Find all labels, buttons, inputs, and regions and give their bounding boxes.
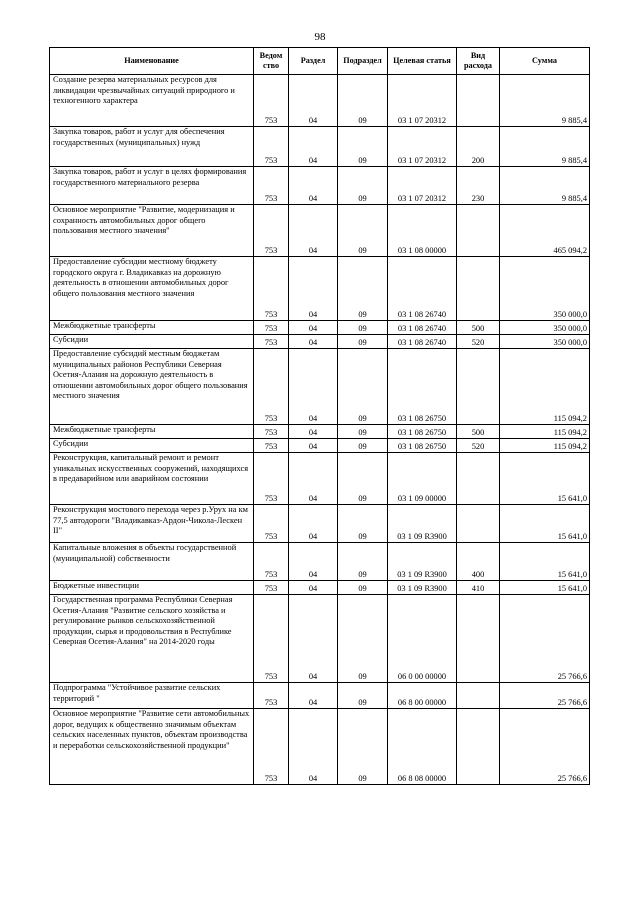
- row-sum: 350 000,0: [500, 321, 590, 335]
- header-exptype: Вид расхода: [457, 48, 500, 75]
- row-section: 04: [289, 453, 338, 505]
- row-target: 06 8 00 00000: [388, 683, 457, 709]
- row-sum: 9 885,4: [500, 127, 590, 167]
- row-dept: 753: [254, 453, 289, 505]
- table-row: [50, 505, 590, 543]
- header-section: Раздел: [289, 48, 338, 75]
- row-dept: 753: [254, 335, 289, 349]
- row-name: Реконструкция мостового перехода через р.Урух на км 77,5 автодороги "Владикавказ-Ардон-Чикола-Лескен II": [50, 505, 254, 543]
- row-dept: 753: [254, 581, 289, 595]
- row-section: 04: [289, 709, 338, 785]
- row-dept: 753: [254, 127, 289, 167]
- row-sum: 9 885,4: [500, 167, 590, 205]
- row-section: 04: [289, 543, 338, 581]
- row-subsection: 09: [338, 425, 388, 439]
- table-row: [50, 205, 590, 257]
- row-dept: 753: [254, 167, 289, 205]
- row-name: Предоставление субсидий местным бюджетам муниципальных районов Республики Северная Осетия-Алания на дорожную деятельность в отношении автомобильных дорог общего пользования местного значения: [50, 349, 254, 425]
- table-row: [50, 709, 590, 785]
- row-subsection: 09: [338, 75, 388, 127]
- row-subsection: 09: [338, 453, 388, 505]
- row-name: Субсидии: [50, 335, 254, 349]
- table-row: [50, 349, 590, 425]
- row-target: 03 1 07 20312: [388, 75, 457, 127]
- header-sum: Сумма: [500, 48, 590, 75]
- row-dept: 753: [254, 709, 289, 785]
- row-section: 04: [289, 205, 338, 257]
- row-dept: 753: [254, 205, 289, 257]
- row-subsection: 09: [338, 581, 388, 595]
- row-section: 04: [289, 425, 338, 439]
- row-exptype: 410: [457, 581, 500, 595]
- row-sum: 9 885,4: [500, 75, 590, 127]
- row-section: 04: [289, 321, 338, 335]
- row-exptype: [457, 709, 500, 785]
- table-row: [50, 683, 590, 709]
- row-exptype: [457, 349, 500, 425]
- row-section: 04: [289, 581, 338, 595]
- row-name: Капитальные вложения в объекты государственной (муниципальной) собственности: [50, 543, 254, 581]
- table-row: [50, 257, 590, 321]
- row-sum: 115 094,2: [500, 425, 590, 439]
- row-subsection: 09: [338, 167, 388, 205]
- row-dept: 753: [254, 349, 289, 425]
- page-number: 98: [314, 31, 326, 43]
- row-section: 04: [289, 257, 338, 321]
- row-dept: 753: [254, 543, 289, 581]
- table-row: [50, 335, 590, 349]
- row-exptype: 520: [457, 439, 500, 453]
- row-exptype: [457, 683, 500, 709]
- table-row: [50, 425, 590, 439]
- row-exptype: 500: [457, 321, 500, 335]
- row-section: 04: [289, 349, 338, 425]
- row-target: 03 1 09 00000: [388, 453, 457, 505]
- row-subsection: 09: [338, 505, 388, 543]
- row-target: 03 1 08 26750: [388, 425, 457, 439]
- row-section: 04: [289, 335, 338, 349]
- row-exptype: [457, 505, 500, 543]
- row-subsection: 09: [338, 321, 388, 335]
- row-exptype: [457, 595, 500, 683]
- row-sum: 15 641,0: [500, 453, 590, 505]
- row-target: 06 0 00 00000: [388, 595, 457, 683]
- table-row: [50, 543, 590, 581]
- table-header-row: [50, 48, 590, 75]
- row-name: Закупка товаров, работ и услуг для обеспечения государственных (муниципальных) нужд: [50, 127, 254, 167]
- header-subsection: Подраздел: [338, 48, 388, 75]
- row-sum: 115 094,2: [500, 349, 590, 425]
- row-section: 04: [289, 127, 338, 167]
- row-exptype: [457, 257, 500, 321]
- row-dept: 753: [254, 595, 289, 683]
- row-subsection: 09: [338, 439, 388, 453]
- row-name: Основное мероприятие "Развитие сети автомобильных дорог, ведущих к общественно значимым объектам сельских населенных пунктов, объектам производства и переработки сельскохозяйственной продукции": [50, 709, 254, 785]
- row-sum: 15 641,0: [500, 505, 590, 543]
- table-row: [50, 321, 590, 335]
- row-sum: 350 000,0: [500, 257, 590, 321]
- row-subsection: 09: [338, 335, 388, 349]
- row-name: Предоставление субсидии местному бюджету городского округа г. Владикавказ на дорожную деятельность в отношении автомобильных дорог общего пользования местного значения: [50, 257, 254, 321]
- row-sum: 25 766,6: [500, 683, 590, 709]
- row-target: 06 8 08 00000: [388, 709, 457, 785]
- row-section: 04: [289, 75, 338, 127]
- row-name: Закупка товаров, работ и услуг в целях формирования государственного материального резерва: [50, 167, 254, 205]
- row-target: 03 1 09 R3900: [388, 543, 457, 581]
- row-exptype: 500: [457, 425, 500, 439]
- row-sum: 25 766,6: [500, 709, 590, 785]
- row-dept: 753: [254, 505, 289, 543]
- header-target: Целевая статья: [388, 48, 457, 75]
- row-target: 03 1 08 26750: [388, 439, 457, 453]
- row-target: 03 1 09 R3900: [388, 505, 457, 543]
- row-target: 03 1 08 26740: [388, 335, 457, 349]
- row-section: 04: [289, 439, 338, 453]
- row-dept: 753: [254, 425, 289, 439]
- row-subsection: 09: [338, 595, 388, 683]
- row-subsection: 09: [338, 709, 388, 785]
- row-target: 03 1 08 26740: [388, 257, 457, 321]
- row-subsection: 09: [338, 349, 388, 425]
- row-target: 03 1 09 R3900: [388, 581, 457, 595]
- row-sum: 25 766,6: [500, 595, 590, 683]
- row-exptype: [457, 75, 500, 127]
- row-target: 03 1 07 20312: [388, 127, 457, 167]
- row-subsection: 09: [338, 257, 388, 321]
- row-sum: 115 094,2: [500, 439, 590, 453]
- row-section: 04: [289, 505, 338, 543]
- row-name: Подпрограмма "Устойчивое развитие сельских территорий ": [50, 683, 254, 709]
- row-name: Бюджетные инвестиции: [50, 581, 254, 595]
- header-name: Наименование: [50, 48, 254, 75]
- header-dept: Ведом ство: [254, 48, 289, 75]
- row-name: Государственная программа Республики Северная Осетия-Алания "Развитие сельского хозяйства и регулирование рынков сельскохозяйственной продукции, сырья и продовольствия в Республике Северная Осетия-Алания" на 2014-2020 годы: [50, 595, 254, 683]
- row-subsection: 09: [338, 205, 388, 257]
- row-dept: 753: [254, 439, 289, 453]
- row-dept: 753: [254, 257, 289, 321]
- row-target: 03 1 08 00000: [388, 205, 457, 257]
- row-name: Межбюджетные трансферты: [50, 321, 254, 335]
- table-row: [50, 167, 590, 205]
- row-exptype: [457, 453, 500, 505]
- row-exptype: [457, 205, 500, 257]
- row-section: 04: [289, 167, 338, 205]
- row-sum: 15 641,0: [500, 581, 590, 595]
- row-exptype: 400: [457, 543, 500, 581]
- row-exptype: 200: [457, 127, 500, 167]
- row-sum: 465 094,2: [500, 205, 590, 257]
- row-subsection: 09: [338, 543, 388, 581]
- row-target: 03 1 07 20312: [388, 167, 457, 205]
- row-subsection: 09: [338, 683, 388, 709]
- row-target: 03 1 08 26740: [388, 321, 457, 335]
- table-row: [50, 439, 590, 453]
- budget-table: [49, 47, 590, 785]
- row-name: Основное мероприятие "Развитие, модернизация и сохранность автомобильных дорог общего пользования местного значения": [50, 205, 254, 257]
- row-exptype: 520: [457, 335, 500, 349]
- row-section: 04: [289, 683, 338, 709]
- row-name: Создание резерва материальных ресурсов для ликвидации чрезвычайных ситуаций природного и техногенного характера: [50, 75, 254, 127]
- table-body: [50, 75, 590, 785]
- row-subsection: 09: [338, 127, 388, 167]
- row-sum: 15 641,0: [500, 543, 590, 581]
- row-dept: 753: [254, 75, 289, 127]
- row-section: 04: [289, 595, 338, 683]
- row-name: Субсидии: [50, 439, 254, 453]
- row-name: Реконструкция, капитальный ремонт и ремонт уникальных искусственных сооружений, находящихся в предаварийном или аварийном состоянии: [50, 453, 254, 505]
- row-name: Межбюджетные трансферты: [50, 425, 254, 439]
- row-dept: 753: [254, 683, 289, 709]
- table-row: [50, 453, 590, 505]
- table-row: [50, 127, 590, 167]
- row-target: 03 1 08 26750: [388, 349, 457, 425]
- table-row: [50, 595, 590, 683]
- row-exptype: 230: [457, 167, 500, 205]
- table-row: [50, 75, 590, 127]
- row-dept: 753: [254, 321, 289, 335]
- table-row: [50, 581, 590, 595]
- row-sum: 350 000,0: [500, 335, 590, 349]
